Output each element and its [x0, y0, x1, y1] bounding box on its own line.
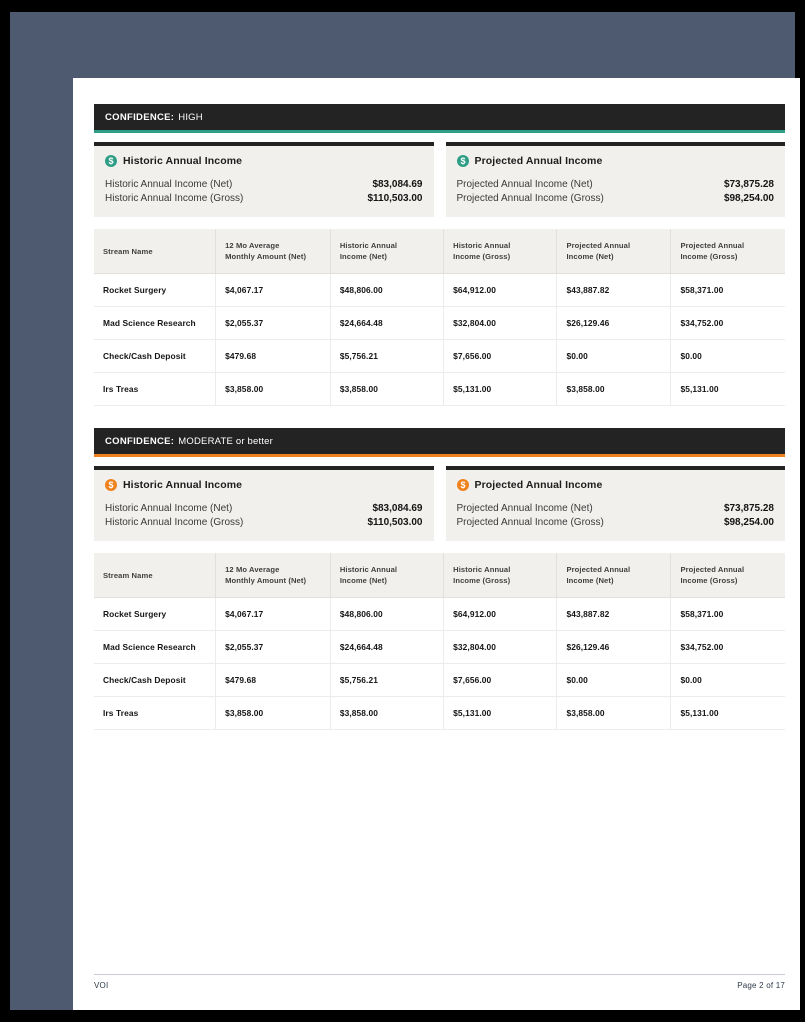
confidence-section-high: [94, 104, 785, 406]
page-content: [94, 104, 785, 984]
cell-avg-monthly-net: $479.68: [216, 664, 331, 697]
table-row: [94, 307, 785, 340]
summary-card-header: [105, 479, 423, 491]
dollar-coin-icon: [105, 479, 117, 491]
cell-avg-monthly-net: $479.68: [216, 340, 331, 373]
cell-historic-gross: $64,912.00: [444, 274, 557, 307]
cell-avg-monthly-net: $2,055.37: [216, 631, 331, 664]
footer-document-label: VOI: [94, 981, 109, 990]
table-row: [94, 697, 785, 730]
column-header-avg-monthly-net: [216, 553, 331, 598]
cell-projected-gross: $34,752.00: [671, 307, 785, 340]
cell-projected-gross: $0.00: [671, 664, 785, 697]
dollar-coin-icon: [457, 155, 469, 167]
cell-projected-net: $3,858.00: [557, 697, 671, 730]
summary-card-projected-high: [446, 142, 786, 217]
summary-line-value: $110,503.00: [367, 517, 423, 528]
confidence-banner-high: [94, 104, 785, 130]
confidence-value: MODERATE or better: [178, 435, 274, 447]
column-header-stream-name: [94, 553, 216, 598]
cell-historic-net: $48,806.00: [330, 274, 443, 307]
section-spacer: [94, 406, 785, 428]
svg-text:$: $: [108, 156, 114, 166]
cell-projected-gross: $58,371.00: [671, 274, 785, 307]
confidence-label: CONFIDENCE:: [105, 435, 175, 447]
summary-card-historic-moderate: [94, 466, 434, 541]
column-header-stream-name: [94, 229, 216, 274]
column-header-historic-net: [330, 229, 443, 274]
cell-projected-net: $0.00: [557, 340, 671, 373]
summary-card-title: Historic Annual Income: [123, 155, 243, 167]
svg-text:$: $: [459, 156, 466, 166]
cell-historic-gross: $32,804.00: [444, 631, 557, 664]
cell-projected-gross: $0.00: [671, 340, 785, 373]
cell-projected-net: $43,887.82: [557, 598, 671, 631]
cell-historic-net: $3,858.00: [330, 697, 443, 730]
summary-card-projected-moderate: [446, 466, 786, 541]
cell-projected-net: $0.00: [557, 664, 671, 697]
cell-stream-name: Check/Cash Deposit: [94, 664, 216, 697]
header-line-1: Stream Name: [103, 246, 153, 256]
confidence-banner-moderate: [94, 428, 785, 454]
cell-historic-net: $24,664.48: [330, 631, 443, 664]
cell-historic-gross: $5,131.00: [444, 373, 557, 406]
svg-text:$: $: [108, 480, 114, 490]
accent-rule-moderate: [94, 454, 785, 457]
cell-stream-name: Mad Science Research: [94, 307, 216, 340]
summary-card-historic-high: [94, 142, 434, 217]
summary-line-label: Projected Annual Income (Net): [456, 179, 593, 190]
cell-avg-monthly-net: $4,067.17: [216, 598, 331, 631]
table-header-row: [94, 229, 785, 274]
summary-line: [457, 503, 775, 514]
header-line-1: Projected Annual: [566, 241, 631, 250]
summary-line-label: Projected Annual Income (Net): [456, 503, 593, 514]
header-line-1: Projected Annual: [566, 565, 631, 574]
header-line-2: Monthly Amount (Net): [225, 576, 307, 585]
header-line-1: Stream Name: [103, 570, 153, 580]
cell-projected-net: $26,129.46: [557, 631, 671, 664]
summary-line-value: $73,875.28: [723, 503, 774, 514]
column-header-projected-net: [557, 229, 671, 274]
table-row: [94, 664, 785, 697]
document-page: [73, 78, 800, 1010]
summary-line-value: $98,254.00: [723, 193, 774, 204]
summary-line-value: $110,503.00: [367, 193, 423, 204]
cell-historic-net: $24,664.48: [330, 307, 443, 340]
header-line-1: 12 Mo Average: [225, 565, 280, 574]
cell-projected-gross: $34,752.00: [671, 631, 785, 664]
cell-avg-monthly-net: $2,055.37: [216, 307, 331, 340]
table-row: [94, 598, 785, 631]
header-line-2: Income (Gross): [680, 576, 738, 585]
cell-stream-name: Check/Cash Deposit: [94, 340, 216, 373]
income-streams-table-moderate: [94, 553, 785, 730]
column-header-projected-net: [557, 553, 671, 598]
table-row: [94, 373, 785, 406]
cell-stream-name: Irs Treas: [94, 373, 216, 406]
header-line-1: Projected Annual: [680, 241, 745, 250]
summary-line-label: Projected Annual Income (Gross): [456, 193, 604, 204]
table-row: [94, 274, 785, 307]
header-line-2: Income (Net): [566, 576, 614, 585]
header-line-1: Historic Annual: [339, 565, 398, 574]
summary-card-header: [105, 155, 423, 167]
summary-line: [105, 179, 423, 190]
cell-historic-gross: $7,656.00: [444, 664, 557, 697]
header-line-2: Income (Gross): [453, 252, 511, 261]
income-streams-table-high: [94, 229, 785, 406]
header-line-2: Income (Gross): [680, 252, 738, 261]
cell-projected-net: $26,129.46: [557, 307, 671, 340]
header-line-2: Monthly Amount (Net): [225, 252, 307, 261]
cell-historic-net: $5,756.21: [330, 664, 443, 697]
summary-card-title: Projected Annual Income: [474, 479, 603, 491]
cell-avg-monthly-net: $3,858.00: [216, 373, 331, 406]
summary-card-header: [457, 479, 775, 491]
table-header-row: [94, 553, 785, 598]
summary-card-header: [457, 155, 775, 167]
header-line-1: Historic Annual: [453, 565, 511, 574]
column-header-projected-gross: [671, 553, 785, 598]
confidence-label: CONFIDENCE:: [105, 111, 175, 123]
cell-stream-name: Irs Treas: [94, 697, 216, 730]
summary-card-title: Historic Annual Income: [123, 479, 243, 491]
header-line-2: Income (Net): [339, 576, 388, 585]
column-header-avg-monthly-net: [216, 229, 331, 274]
summary-line: [457, 517, 775, 528]
table-row: [94, 340, 785, 373]
cell-historic-net: $48,806.00: [330, 598, 443, 631]
summary-cards-row-moderate: [94, 466, 785, 541]
summary-line-label: Historic Annual Income (Net): [105, 503, 233, 514]
cell-historic-net: $3,858.00: [330, 373, 443, 406]
header-line-1: Projected Annual: [680, 565, 745, 574]
summary-line: [105, 193, 423, 204]
table-row: [94, 631, 785, 664]
cell-historic-gross: $7,656.00: [444, 340, 557, 373]
summary-line-value: $98,254.00: [723, 517, 774, 528]
page-footer: [94, 974, 785, 990]
column-header-historic-gross: [444, 229, 557, 274]
cell-historic-gross: $5,131.00: [444, 697, 557, 730]
summary-line: [457, 193, 775, 204]
cell-projected-gross: $58,371.00: [671, 598, 785, 631]
summary-line-value: $83,084.69: [372, 503, 423, 514]
cell-projected-gross: $5,131.00: [671, 373, 785, 406]
cell-projected-net: $3,858.00: [557, 373, 671, 406]
summary-line-label: Historic Annual Income (Gross): [105, 193, 244, 204]
document-desk-background: [10, 12, 795, 1010]
cell-historic-net: $5,756.21: [330, 340, 443, 373]
summary-line: [105, 503, 423, 514]
footer-page-number: Page 2 of 17: [737, 981, 785, 990]
confidence-section-moderate: [94, 428, 785, 730]
summary-card-title: Projected Annual Income: [474, 155, 603, 167]
summary-line-value: $83,084.69: [372, 179, 423, 190]
svg-text:$: $: [459, 480, 466, 490]
header-line-2: Income (Gross): [453, 576, 511, 585]
cell-avg-monthly-net: $3,858.00: [216, 697, 331, 730]
confidence-value: HIGH: [178, 111, 203, 123]
summary-line-label: Projected Annual Income (Gross): [456, 517, 604, 528]
summary-line: [105, 517, 423, 528]
header-line-1: 12 Mo Average: [225, 241, 280, 250]
summary-line-label: Historic Annual Income (Net): [105, 179, 233, 190]
cell-projected-net: $43,887.82: [557, 274, 671, 307]
dollar-coin-icon: [105, 155, 117, 167]
summary-line-label: Historic Annual Income (Gross): [105, 517, 244, 528]
summary-cards-row-high: [94, 142, 785, 217]
cell-stream-name: Rocket Surgery: [94, 274, 216, 307]
cell-stream-name: Mad Science Research: [94, 631, 216, 664]
summary-line: [457, 179, 775, 190]
summary-line-value: $73,875.28: [723, 179, 774, 190]
column-header-projected-gross: [671, 229, 785, 274]
accent-rule-high: [94, 130, 785, 133]
column-header-historic-net: [330, 553, 443, 598]
cell-projected-gross: $5,131.00: [671, 697, 785, 730]
header-line-1: Historic Annual: [339, 241, 398, 250]
dollar-coin-icon: [457, 479, 469, 491]
column-header-historic-gross: [444, 553, 557, 598]
header-line-2: Income (Net): [566, 252, 614, 261]
cell-stream-name: Rocket Surgery: [94, 598, 216, 631]
header-line-1: Historic Annual: [453, 241, 511, 250]
cell-historic-gross: $64,912.00: [444, 598, 557, 631]
cell-avg-monthly-net: $4,067.17: [216, 274, 331, 307]
header-line-2: Income (Net): [339, 252, 388, 261]
cell-historic-gross: $32,804.00: [444, 307, 557, 340]
